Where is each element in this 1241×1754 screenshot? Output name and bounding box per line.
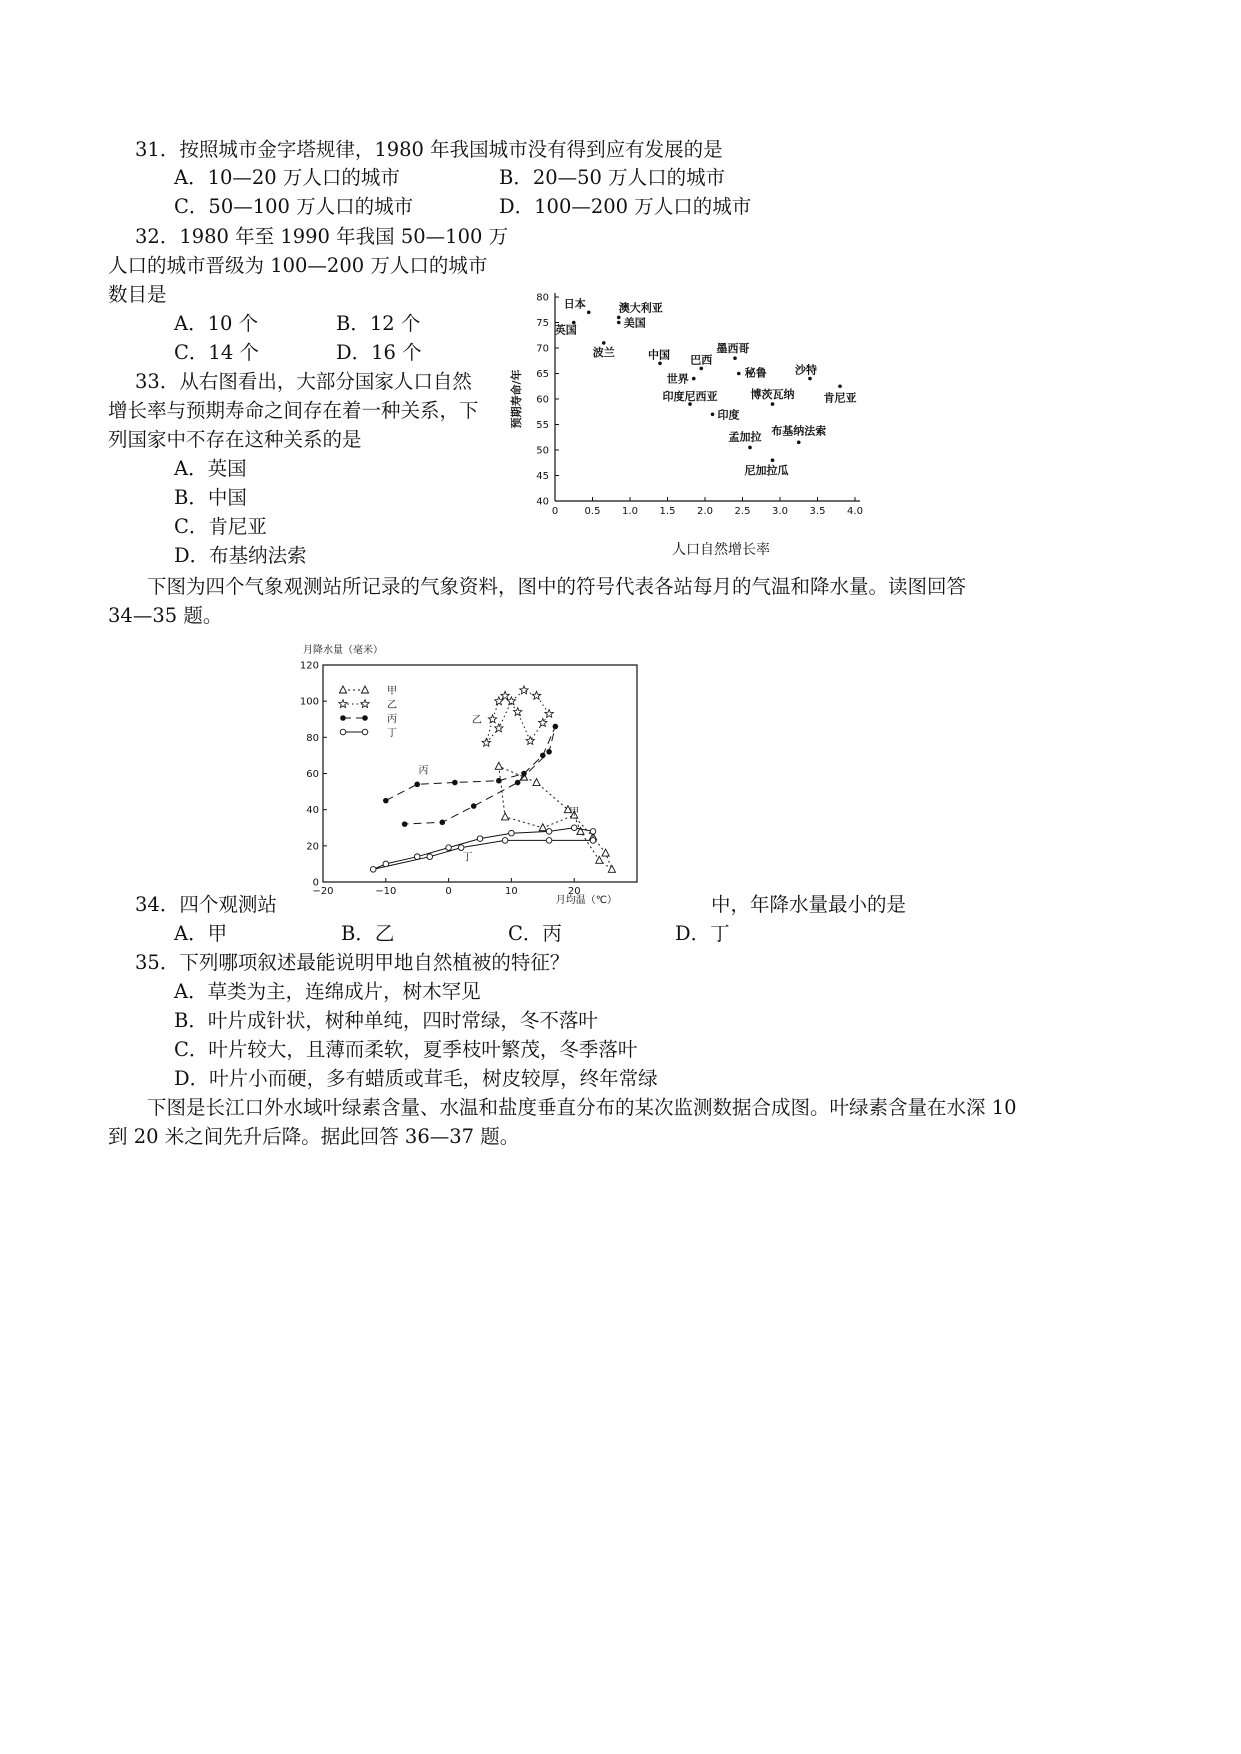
climate-plot-frame (323, 665, 637, 882)
legend-label: 乙 (387, 700, 397, 711)
climate-y-tick-label: 80 (306, 732, 319, 744)
filled-circle-marker (402, 821, 408, 827)
scatter-x-tick-label: 3.5 (809, 506, 826, 517)
filled-circle-marker (515, 780, 521, 786)
open-circle-marker (590, 838, 596, 844)
star-marker (526, 737, 534, 745)
climate-x-axis-label: 月均温（℃） (555, 895, 617, 906)
climate-y-tick-label: 100 (299, 696, 319, 708)
scatter-point (808, 377, 812, 381)
star-marker (488, 715, 496, 723)
q33-option-d: D．布基纳法索 (174, 544, 307, 567)
scatter-point (602, 341, 606, 345)
scatter-point (692, 377, 696, 381)
q32-option-b: B．12 个 (336, 312, 421, 335)
scatter-y-tick-label: 55 (536, 420, 549, 431)
star-marker (495, 724, 503, 732)
scatter-point (737, 372, 741, 376)
filled-circle-marker (383, 798, 389, 804)
scatter-point-label: 巴西 (690, 353, 713, 367)
climate-series-line (373, 828, 593, 870)
scatter-point-label: 波兰 (592, 345, 615, 359)
q34-stem-right: 中，年降水量最小的是 (711, 893, 907, 916)
intro-34-35-line-1: 下图为四个气象观测站所记录的气象资料，图中的符号代表各站每月的气温和降水量。读图回答 (147, 575, 967, 598)
filled-circle-marker (540, 753, 546, 759)
scatter-y-tick-label: 65 (536, 369, 549, 380)
scatter-y-tick-label: 70 (536, 343, 549, 355)
open-circle-marker (383, 861, 389, 867)
open-circle-marker (571, 825, 577, 831)
climate-y-axis-label: 月降水量（毫米） (303, 645, 383, 656)
open-circle-marker (509, 830, 515, 836)
scatter-point-label: 博茨瓦纳 (750, 388, 795, 402)
filled-circle-marker (340, 715, 346, 721)
q33-stem-line-3: 列国家中不存在这种关系的是 (108, 428, 362, 451)
triangle-marker (502, 813, 509, 820)
climate-y-tick-label: 40 (306, 805, 319, 817)
q31-option-a: A．10—20 万人口的城市 (174, 166, 400, 189)
q35-option-b: B．叶片成针状，树种单纯，四时常绿，冬不落叶 (174, 1009, 598, 1032)
q35-stem: 35．下列哪项叙述最能说明甲地自然植被的特征？ (135, 951, 570, 974)
scatter-y-tick-label: 50 (536, 445, 549, 457)
series-inline-label: 乙 (471, 714, 482, 726)
scatter-x-tick-label: 1.5 (659, 506, 676, 517)
scatter-x-tick-label: 2.0 (697, 506, 713, 517)
q35-option-a: A．草类为主，连绵成片，树木罕见 (174, 980, 481, 1003)
scatter-point (797, 441, 801, 445)
scatter-point-label: 澳大利亚 (618, 301, 663, 315)
star-marker (545, 709, 553, 717)
open-circle-marker (414, 854, 420, 860)
q33-option-c: C．肯尼亚 (174, 515, 267, 538)
scatter-point-label: 尼加拉瓜 (744, 464, 789, 478)
series-inline-label: 甲 (569, 807, 580, 819)
scatter-x-tick-label: 2.5 (734, 506, 751, 517)
q34-stem-left: 34．四个观测站 (135, 893, 277, 916)
open-circle-marker (477, 836, 483, 842)
filled-circle-marker (414, 782, 420, 788)
filled-circle-marker (362, 715, 368, 721)
scatter-point (699, 367, 703, 371)
scatter-y-axis-label: 预期寿命/年 (510, 369, 523, 429)
triangle-marker (339, 686, 346, 693)
climate-x-tick-label: 20 (567, 886, 581, 897)
climate-series-open-circle (370, 825, 595, 872)
triangle-marker (596, 856, 603, 863)
legend-label: 丙 (387, 714, 397, 725)
scatter-point (711, 413, 715, 417)
star-marker (482, 738, 490, 746)
open-circle-marker (427, 854, 433, 860)
filled-circle-marker (440, 820, 446, 826)
climate-x-tick-label: −10 (375, 886, 397, 897)
scatter-point-label: 印度尼西亚 (662, 390, 718, 404)
triangle-marker (495, 762, 502, 769)
scatter-point (748, 446, 752, 450)
open-circle-marker (362, 729, 368, 735)
open-circle-marker (446, 845, 452, 851)
star-marker (507, 697, 515, 705)
climate-y-tick-label: 0 (312, 877, 319, 889)
scatter-point-label: 墨西哥 (716, 342, 750, 356)
filled-circle-marker (496, 778, 502, 784)
life-expectancy-scatter-chart (500, 285, 900, 545)
star-marker (520, 686, 528, 694)
open-circle-marker (502, 838, 508, 844)
filled-circle-marker (521, 771, 527, 777)
scatter-point-label: 英国 (554, 323, 577, 337)
scatter-point-label: 孟加拉 (728, 430, 762, 444)
scatter-point-label: 美国 (623, 316, 646, 330)
legend-label: 甲 (387, 686, 397, 697)
scatter-x-tick-label: 0 (551, 506, 559, 517)
triangle-marker (533, 779, 540, 786)
scatter-point-label: 日本 (563, 297, 586, 311)
q35-option-c: C．叶片较大，且薄而柔软，夏季枝叶繁茂，冬季落叶 (174, 1038, 638, 1061)
scatter-point-label: 世界 (666, 372, 689, 386)
scatter-x-tick-label: 1.0 (622, 506, 638, 517)
intro-36-37-line-2: 到 20 米之间先升后降。据此回答 36—37 题。 (108, 1125, 520, 1148)
scatter-y-tick-label: 40 (536, 496, 549, 508)
q34-option-d: D．丁 (675, 922, 730, 945)
q34-option-c: C．丙 (508, 922, 562, 945)
scatter-y-tick-label: 45 (536, 471, 549, 482)
climate-x-tick-label: −20 (312, 886, 334, 897)
climate-x-tick-label: 10 (505, 886, 518, 897)
scatter-point (617, 316, 621, 320)
open-circle-marker (546, 829, 552, 835)
legend-label: 丁 (387, 728, 397, 739)
climate-y-tick-label: 20 (306, 841, 319, 853)
scatter-y-tick-label: 60 (536, 394, 549, 406)
q33-option-a: A．英国 (174, 457, 247, 480)
climate-series-line (486, 690, 549, 743)
q34-option-b: B．乙 (341, 922, 395, 945)
open-circle-marker (590, 829, 596, 835)
star-marker (532, 691, 540, 699)
q31-option-d: D．100—200 万人口的城市 (499, 195, 752, 218)
intro-34-35-line-2: 34—35 题。 (108, 604, 223, 627)
q32-stem-line-1: 32．1980 年至 1990 年我国 50—100 万 (135, 225, 509, 248)
climate-series-star (482, 686, 553, 746)
filled-circle-marker (471, 803, 477, 809)
climate-temperature-precipitation-chart (293, 634, 673, 909)
climate-y-tick-label: 60 (306, 769, 319, 780)
scatter-point (733, 356, 737, 360)
scatter-x-axis-label: 人口自然增长率 (672, 542, 770, 558)
scatter-point-label: 印度 (717, 408, 740, 422)
scatter-x-tick-label: 0.5 (584, 506, 601, 517)
q34-option-a: A．甲 (174, 922, 228, 945)
q32-stem-line-2: 人口的城市晋级为 100—200 万人口的城市 (108, 254, 488, 277)
q32-stem-line-3: 数目是 (108, 283, 167, 306)
star-marker (539, 719, 547, 727)
filled-circle-marker (546, 749, 552, 755)
climate-series-triangle (495, 762, 615, 872)
series-inline-label: 丁 (462, 852, 473, 864)
scatter-point (617, 321, 621, 325)
q32-option-c: C．14 个 (174, 341, 259, 364)
star-marker (361, 700, 369, 708)
q33-option-b: B．中国 (174, 486, 247, 509)
q32-option-d: D．16 个 (336, 341, 422, 364)
q31-option-b: B．20—50 万人口的城市 (499, 166, 726, 189)
q35-option-d: D．叶片小而硬，多有蜡质或茸毛，树皮较厚，终年常绿 (174, 1067, 658, 1090)
open-circle-marker (546, 838, 552, 844)
scatter-x-tick-label: 4.0 (847, 506, 863, 517)
star-marker (514, 708, 522, 716)
open-circle-marker (340, 729, 346, 735)
q31-stem: 31．按照城市金字塔规律，1980 年我国城市没有得到应有发展的是 (135, 138, 723, 161)
triangle-marker (608, 865, 615, 872)
q33-stem-line-2: 增长率与预期寿命之间存在着一种关系，下 (108, 399, 479, 422)
scatter-point (771, 402, 775, 406)
scatter-point (658, 362, 662, 366)
climate-x-tick-label: 0 (445, 886, 452, 897)
scatter-point-label: 布基纳法索 (771, 424, 827, 438)
scatter-point-label: 肯尼亚 (823, 391, 857, 405)
scatter-y-tick-label: 80 (536, 292, 549, 304)
q31-option-c: C．50—100 万人口的城市 (174, 195, 414, 218)
scatter-point (587, 311, 591, 315)
q33-stem-line-1: 33．从右图看出，大部分国家人口自然 (135, 370, 472, 393)
star-marker (339, 700, 347, 708)
scatter-point-label: 沙特 (795, 363, 817, 377)
filled-circle-marker (452, 780, 458, 786)
triangle-marker (602, 849, 609, 856)
triangle-marker (361, 686, 368, 693)
intro-36-37-line-1: 下图是长江口外水域叶绿素含量、水温和盐度垂直分布的某次监测数据合成图。叶绿素含量在水深 10 (147, 1096, 1017, 1119)
triangle-marker (539, 824, 546, 831)
scatter-point (838, 384, 842, 388)
open-circle-marker (370, 867, 376, 873)
filled-circle-marker (553, 724, 559, 730)
climate-y-tick-label: 120 (299, 660, 319, 672)
scatter-y-tick-label: 75 (536, 318, 549, 329)
scatter-point-label: 中国 (648, 348, 670, 362)
scatter-x-tick-label: 3.0 (772, 506, 788, 517)
scatter-point-label: 秘鲁 (744, 366, 767, 380)
series-inline-label: 丙 (418, 765, 429, 777)
scatter-point (771, 458, 775, 462)
q32-option-a: A．10 个 (174, 312, 259, 335)
open-circle-marker (458, 845, 464, 851)
star-marker (495, 697, 503, 705)
